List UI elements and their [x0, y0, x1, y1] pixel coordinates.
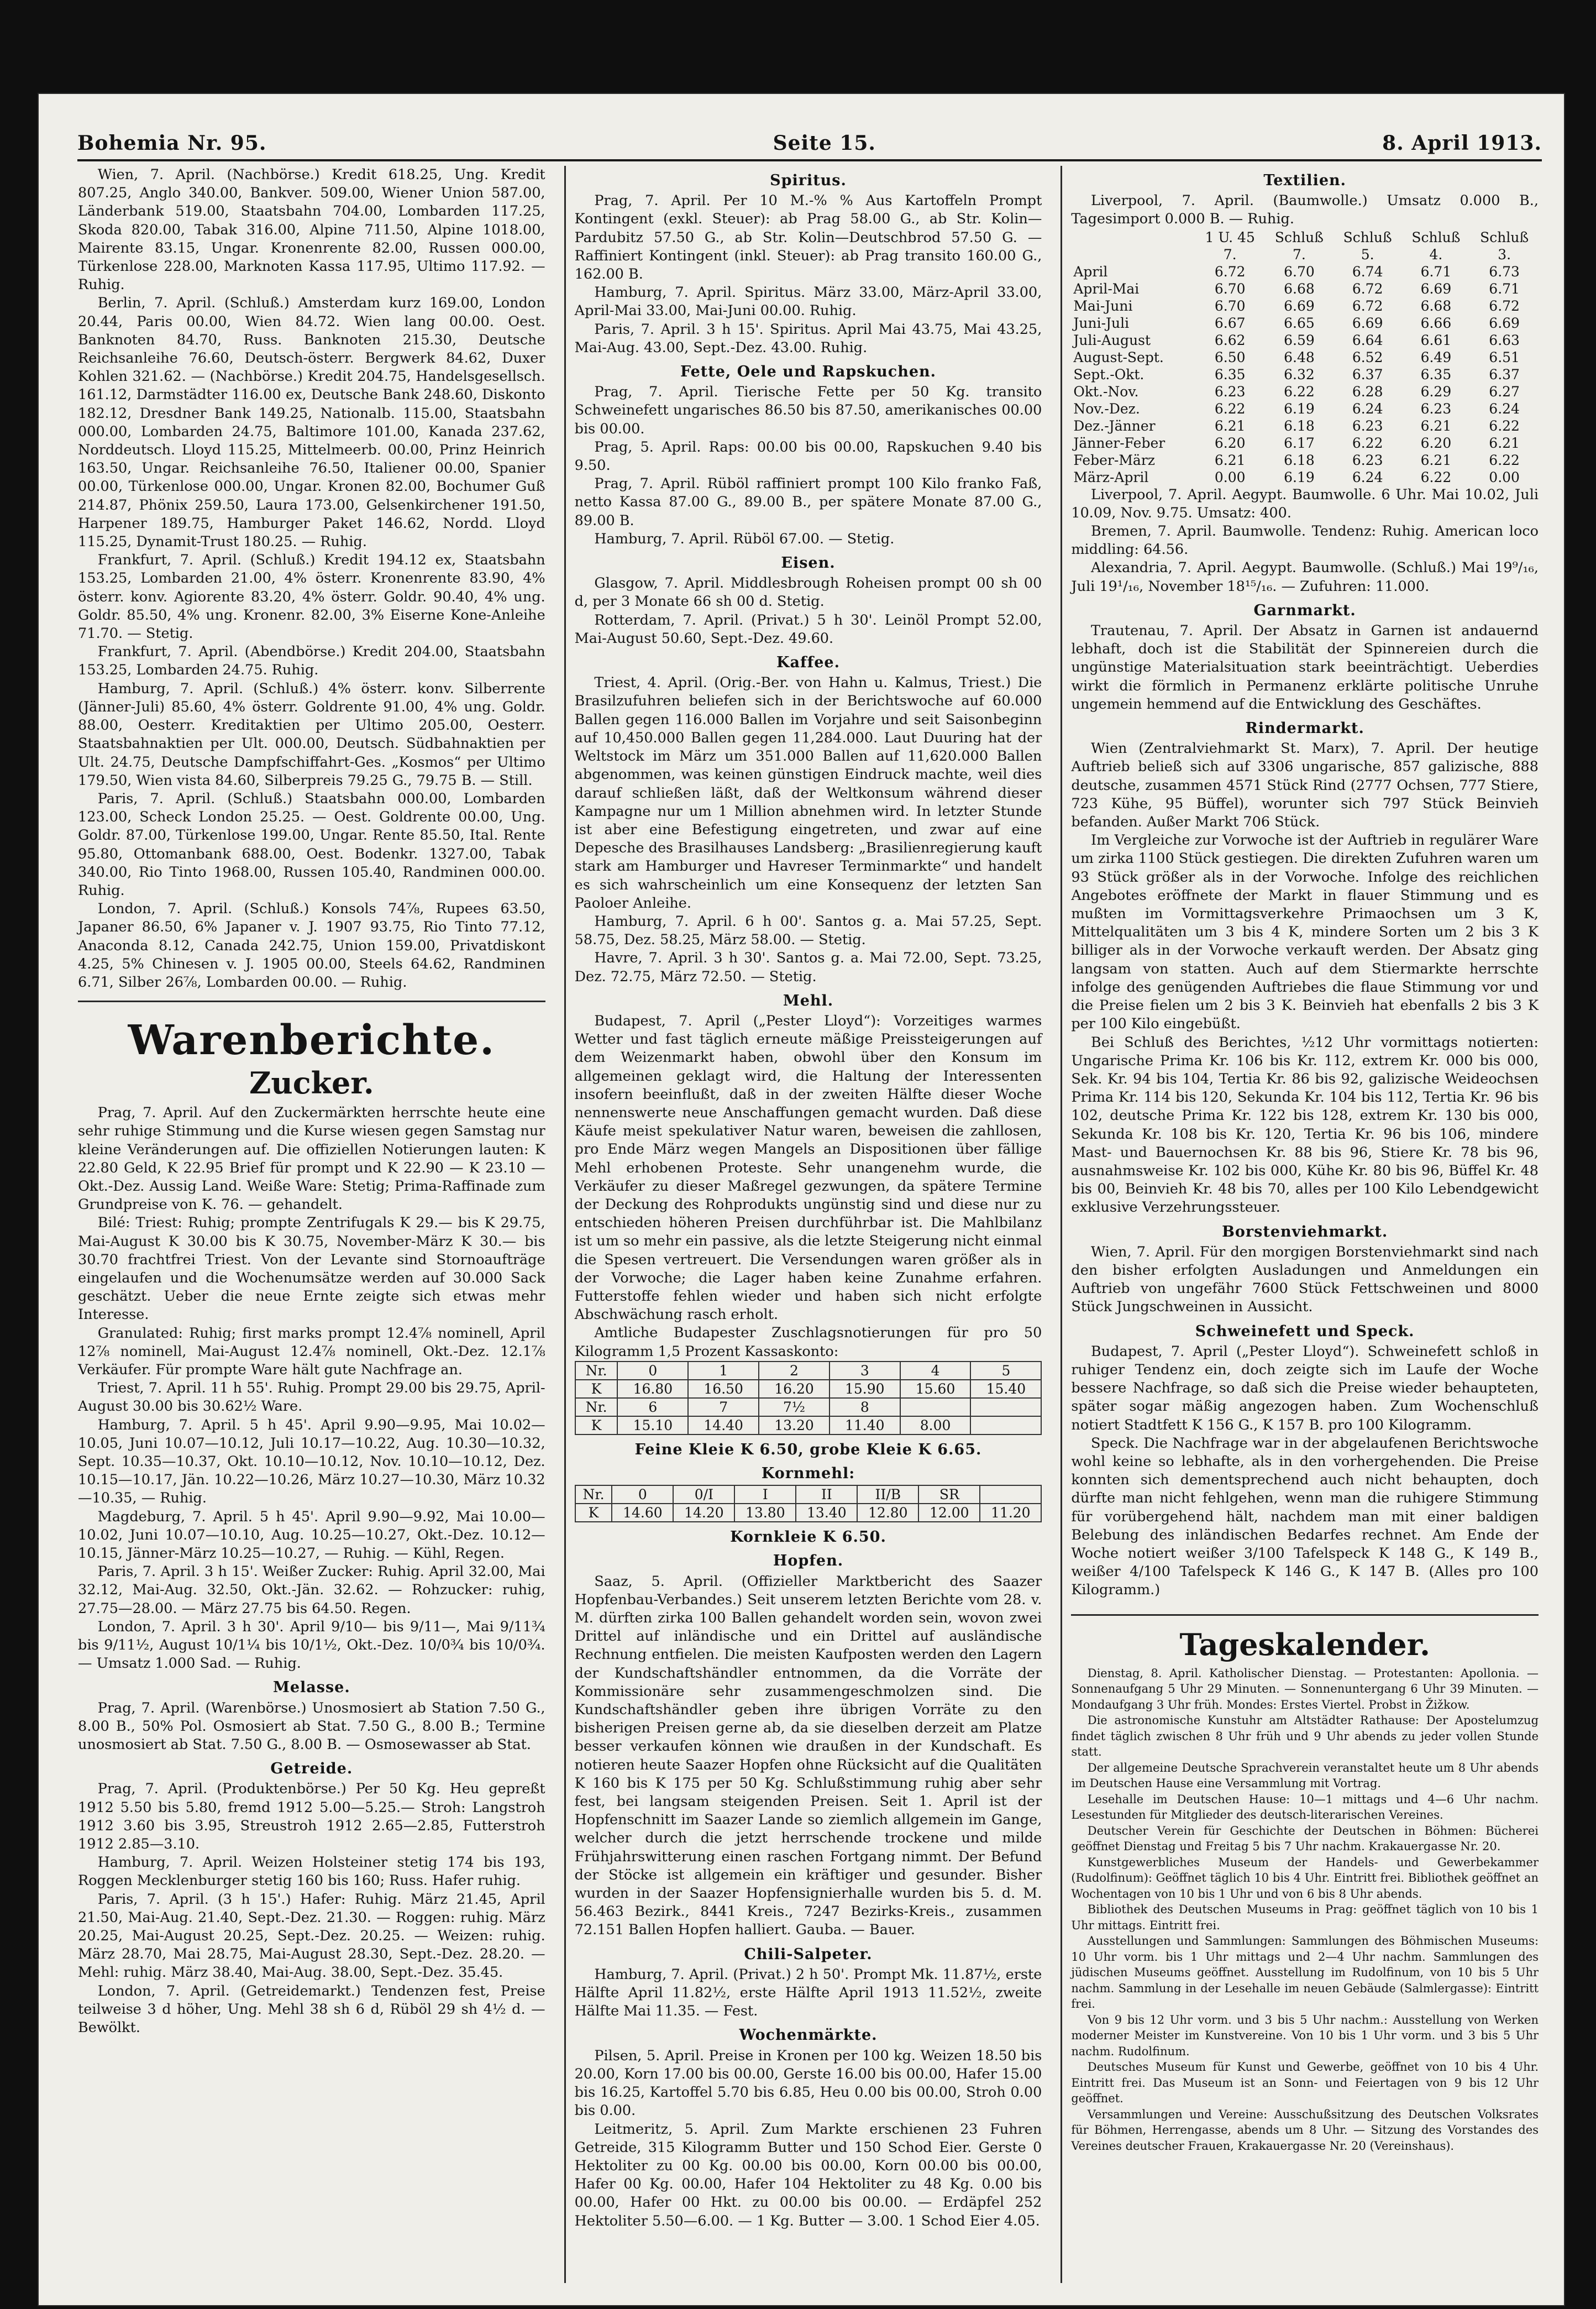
yarn-paragraph: Trautenau, 7. April. Der Absatz in Garnen ist andauernd lebhaft, doch ist die Stabilität der Spinnereien durch die ungünstige Materialsituation stark beeinträchtigt. Ueberdies wirkt die förmlich in Permanenz erklärte politische Unruhe ungemein hemmend auf die Entwicklung des Geschäftes.: [1071, 622, 1539, 713]
calendar-body: [1071, 1666, 1539, 2154]
weekly-paragraph: Leitmeritz, 5. April. Zum Markte erschienen 23 Fuhren Getreide, 315 Kilogramm Butter und 150 Schod Eier. Gerste 0 Hektoliter zu 00 Kg. 00.00 bis 00.00, Korn 00.00 bis 00.00, Hafer 00 Kg. 00.00, Hafer 104 Hektoliter zu 48 Kg. 0.00 bis 00.00, Hafer 00 Hkt. zu 00.00 bis 00.00. — Erdäpfel 252 Hektoliter 5.50—6.00. — 1 Kg. Butter — 3.00. 1 Schod Eier 4.05.: [574, 2120, 1042, 2229]
article-paragraph: Frankfurt, 7. April. (Abendbörse.) Kredit 204.00, Staatsbahn 153.25, Lombarden 24.75. Ruhig.: [78, 643, 545, 679]
table-cell: 6.37: [1489, 366, 1520, 383]
sugar-paragraph: London, 7. April. 3 h 30'. April 9/10— bis 9/11—, Mai 9/11¾ bis 9/11½, August 10/1¼ bis 10/1½, Okt.-Dez. 10/0¾ bis 10/0¾. — Umsatz 1.000 Sad. — Ruhig.: [78, 1618, 545, 1672]
coffee-paragraph: Triest, 4. April. (Orig.-Ber. von Hahn u. Kalmus, Triest.) Die Brasilzufuhren beliefen sich in der Berichtswoche auf 60.000 Ballen gegen 116.000 Ballen im Vorjahre und seit Saisonbeginn auf 10,450.000 Ballen gegen 11,284.000. Laut Duuring hat der Weltstock im März um 351.000 Ballen auf 11,620.000 Ballen abgenommen, was keinen günstigen Eindruck machte, weil dies darauf schließen läßt, daß der Weltkonsum während dieser Kampagne nur um 1 Million abnehmen wird. In letzter Stunde ist aber eine Befestigung eingetreten, und zwar auf eine Depesche des Brasilhauses Landsberg: „Brasilienregierung kauft stark am Hamburger und Havreser Terminmarkte“ und handelt es sich wahrscheinlich um eine Konsequenz der letzten San Paoloer Anleihe.: [574, 674, 1042, 912]
hops-paragraph: Saaz, 5. April. (Offizieller Marktbericht des Saazer Hopfenbau-Verbandes.) Seit unserem letzten Berichte vom 28. v. M. dürften zirka 100 Ballen gehandelt worden sein, wovon zwei Drittel auf inländische und ein Drittel auf ausländische Rechnung entfielen. Die meisten Kaufposten werden den Lagern der Kundschaftshändler entnommen, da die Vorräte der Kommissionäre sehr zusammengeschmolzen sind. Die Kundschaftshändler geben ihre übrigen Vorräte zu den bisherigen Preisen gerne ab, da sie dieselben derzeit am Platze besser verkaufen können wie draußen in der Kundschaft. Es notieren heute Saazer Hopfen ohne Rücksicht auf die Qualitäten K 160 bis K 175 per 50 Kg. Schlußstimmung ruhig aber sehr fest, bei langsam steigenden Preisen. Seit 1. April ist der Hopfenschnitt im Saazer Lande so ziemlich allgemein im Gange, welcher durch die jetzt herrschende trockene und milde Frühjahrswitterung einen raschen Fortgang nimmt. Der Befund der Stöcke ist allgemein ein kräftiger und gesunder. Bisher wurden in der Saazer Hopfensignierhalle wurden bis 5. d. M. 56.463 Bezirk., 8441 Kreis., 7247 Bezirks-Kreis., zusammen 72.151 Ballen Hopfen halliert. Gauba. — Bauer.: [574, 1573, 1042, 1939]
chile-title: Chili-Salpeter.: [744, 1945, 873, 1963]
table-cell: Nr.: [575, 1398, 618, 1416]
table-cell: Juli-August: [1073, 332, 1151, 348]
table-cell: I: [734, 1485, 796, 1504]
table-cell: 6.70: [1214, 280, 1246, 297]
table-cell: 5: [970, 1362, 1041, 1380]
table-cell: K: [575, 1504, 612, 1522]
column-2: [564, 166, 1051, 2283]
table-row: [1071, 417, 1539, 434]
bran-line: Feine Kleie K 6.50, grobe Kleie K 6.65.: [634, 1441, 982, 1458]
table-cell: 6.22: [1214, 400, 1246, 417]
table-cell: 6.29: [1420, 383, 1452, 400]
table-cell: 6.72: [1352, 297, 1383, 314]
table-cell: 6.20: [1420, 434, 1452, 451]
table-cell: Nov.-Dez.: [1073, 400, 1140, 417]
weekly-paragraph: Pilsen, 5. April. Preise in Kronen per 100 kg. Weizen 18.50 bis 20.00, Korn 17.00 bis 00.00, Gerste 16.00 bis 00.00, Hafer 15.00 bis 16.25, Kartoffel 5.70 bis 6.85, Heu 0.00 bis 00.00, Stroh 0.00 bis 0.00.: [574, 2047, 1042, 2119]
table-cell: 0: [617, 1362, 688, 1380]
table-cell: 15.40: [970, 1380, 1041, 1398]
flour-paragraph: Amtliche Budapester Zuschlagsnotierungen für pro 50 Kilogramm 1,5 Prozent Kassaskonto:: [574, 1324, 1042, 1360]
header-center: Seite 15.: [773, 132, 876, 155]
spirit-paragraph: Hamburg, 7. April. Spiritus. März 33.00, März-April 33.00, April-Mai 33.00, Mai-Juni 00.00. Ruhig.: [574, 284, 1042, 320]
table-cell: 6.65: [1284, 315, 1315, 331]
table-cell: 6.24: [1352, 400, 1383, 417]
grain-paragraph: Paris, 7. April. (3 h 15'.) Hafer: Ruhig. März 21.45, April 21.50, Mai-Aug. 21.40, Sept.-Dez. 21.30. — Roggen: ruhig. März 20.25, Mai-August 20.25, Sept.-Dez. 20.25. — Weizen: ruhig. März 28.70, Mai 28.75, Mai-August 28.30, Sept.-Dez. 28.20. — Mehl: ruhig. März 38.40, Mai-Aug. 38.00, Sept.-Dez. 35.45.: [78, 1891, 545, 1981]
table-cell: Nr.: [575, 1362, 618, 1380]
table-row: [1071, 332, 1539, 349]
table-cell: 6.21: [1214, 452, 1246, 468]
table-cell: 6.72: [1214, 263, 1246, 280]
table-cell: 6.70: [1284, 263, 1315, 280]
sugar-paragraph: Magdeburg, 7. April. 5 h 45'. April 9.90—9.92, Mai 10.00—10.02, Juni 10.07—10.10, Aug. 10.25—10.27, Okt.-Dez. 10.12—10.15, Jänner-März 10.25—10.27, — Ruhig. — Kühl, Regen.: [78, 1508, 545, 1562]
table-cell: 16.50: [688, 1380, 759, 1398]
hops-title: Hopfen.: [773, 1552, 844, 1570]
table-cell: 4: [900, 1362, 971, 1380]
table-cell: 12.80: [857, 1504, 918, 1522]
table-cell: 15.60: [900, 1380, 971, 1398]
section-divider: [78, 1001, 545, 1002]
fats-title: Fette, Oele und Rapskuchen.: [680, 363, 937, 381]
table-cell: II: [796, 1485, 857, 1504]
table-cell: 6.71: [1489, 280, 1520, 297]
table-cell: K: [575, 1380, 618, 1398]
table-header: [1071, 229, 1195, 246]
column-3: [1060, 166, 1547, 2283]
table-cell: II/B: [857, 1485, 918, 1504]
table-cell: 2: [759, 1362, 830, 1380]
table-cell: 6.28: [1352, 383, 1383, 400]
cotton-table-body: [1071, 263, 1539, 486]
table-cell: 6.63: [1489, 332, 1520, 348]
table-cell: 6.52: [1352, 349, 1383, 365]
calendar-paragraph: Lesehalle im Deutschen Hause: 10—1 mittags und 4—6 Uhr nachm. Lesestunden für Mitglieder des deutsch-literarischen Vereines.: [1071, 1792, 1539, 1822]
molasses-title: Melasse.: [272, 1679, 350, 1697]
sugar-paragraph: Granulated: Ruhig; first marks prompt 12.4⅞ nominell, April 12⅞ nominell, Mai-August 12.4⅞ nominell, Okt.-Dez. 12.1⅞ Verkäufer. Für prompte Ware hält gute Nachfrage an.: [78, 1324, 545, 1378]
table-cell: 6.18: [1284, 417, 1315, 434]
table-cell: [900, 1398, 971, 1416]
weekly-title: Wochenmärkte.: [739, 2027, 878, 2044]
pigs-paragraph: Wien, 7. April. Für den morgigen Borstenviehmarkt sind nach den bisher erfolgten Ausladungen und Anmeldungen ein Auftrieb von ungefähr 7600 Stück Fettschweinen und 8000 Stück Jungschweinen in Aussicht.: [1071, 1243, 1539, 1316]
calendar-paragraph: Versammlungen und Vereine: Ausschußsitzung des Deutschen Volksrates für Böhmen, Herrengasse, abends um 8 Uhr. — Sitzung des Vorstandes des Vereines deutscher Frauen, Krakauergasse Nr. 20 (Vereinshaus).: [1071, 2107, 1539, 2153]
table-row: [1071, 263, 1539, 280]
table-cell: 6.23: [1214, 383, 1246, 400]
table-cell: Feber-März: [1073, 452, 1155, 468]
table-cell: 6.32: [1284, 366, 1315, 383]
table-row: [1071, 280, 1539, 297]
table-cell: 1: [688, 1362, 759, 1380]
table-cell: 6.48: [1284, 349, 1315, 365]
fats-paragraph: Prag, 5. April. Raps: 00.00 bis 00.00, Rapskuchen 9.40 bis 9.50.: [574, 438, 1042, 474]
article-paragraph: Hamburg, 7. April. (Schluß.) 4% österr. konv. Silberrente (Jänner-Juli) 85.60, 4% österr. Goldrente 91.00, 4% ung. Goldr. 88.00, Oesterr. Kreditaktien per Ultimo 205.00, Oesterr. Staatsbahnaktien per Ult. 000.00, Deutsch. Südbahnaktien per Ult. 24.75, Deutsche Dampfschiffahrt-Ges. „Kosmos“ per Ultimo 179.50, Wien vista 84.60, Silberpreis 79.25 G., 79.75 B. — Still.: [78, 680, 545, 789]
calendar-paragraph: Deutsches Museum für Kunst und Gewerbe, geöffnet von 10 bis 4 Uhr. Eintritt frei. Das Museum ist an Sonn- und Feiertagen von 9 bis 12 Uhr geöffnet.: [1071, 2060, 1539, 2106]
table-cell: 6.20: [1214, 434, 1246, 451]
table-cell: 12.00: [918, 1504, 980, 1522]
table-cell: 6.72: [1489, 297, 1520, 314]
table-row: [1071, 297, 1539, 315]
table-header: 4.: [1429, 246, 1443, 263]
table-cell: 6.23: [1352, 417, 1383, 434]
table-row: [575, 1380, 1042, 1398]
table-cell: 6.68: [1420, 297, 1452, 314]
flour-title: Mehl.: [783, 992, 834, 1009]
table-cell: 6.69: [1352, 315, 1383, 331]
table-cell: 7½: [759, 1398, 830, 1416]
table-cell: Sept.-Okt.: [1073, 366, 1144, 383]
table-header: [1071, 246, 1195, 263]
table-row: [575, 1398, 1042, 1416]
table-cell: 14.40: [688, 1416, 759, 1434]
table-cell: 6.27: [1489, 383, 1520, 400]
table-cell: 6.21: [1420, 417, 1452, 434]
table-cell: 13.80: [734, 1504, 796, 1522]
table-cell: 0/I: [673, 1485, 734, 1504]
article-paragraph: Frankfurt, 7. April. (Schluß.) Kredit 194.12 ex, Staatsbahn 153.25, Lombarden 21.00, 4% österr. Kronenrente 83.90, 4% österr. konv. Agiorente 83.20, 4% österr. Goldr. 90.40, 4% ung. Goldr. 85.50, 4% ung. Kronenr. 82.00, 3% Eiserne Kone-Anleihe 71.70. — Stetig.: [78, 552, 545, 642]
flour-price-table: [575, 1361, 1042, 1435]
table-cell: 6.74: [1352, 263, 1383, 280]
table-cell: 14.20: [673, 1504, 734, 1522]
columns: [69, 166, 1547, 2283]
table-cell: 6.17: [1284, 434, 1315, 451]
newspaper-page: [39, 94, 1564, 2305]
fats-paragraph: Prag, 7. April. Rüböl raffiniert prompt 100 Kilo franko Faß, netto Kassa 87.00 G., 89.00 B., per spätere Monate 87.00 G., 89.00 B.: [574, 475, 1042, 529]
table-cell: 6.49: [1420, 349, 1452, 365]
table-cell: 6.66: [1420, 315, 1452, 331]
table-header-row: [1071, 229, 1539, 246]
table-cell: 0.00: [1214, 469, 1246, 485]
table-cell: 6.50: [1214, 349, 1246, 365]
table-cell: 6.61: [1420, 332, 1452, 348]
calendar-paragraph: Bibliothek des Deutschen Museums in Prag: geöffnet täglich von 10 bis 1 Uhr mittags. Eintritt frei.: [1071, 1903, 1539, 1932]
table-cell: 6.73: [1489, 263, 1520, 280]
sugar-paragraph: Hamburg, 7. April. 5 h 45'. April 9.90—9.95, Mai 10.02—10.05, Juni 10.07—10.12, Juli 10.17—10.22, Aug. 10.30—10.32, Sept. 10.35—10.37, Okt. 10.10—10.12, Nov. 10.10—10.12, Dez. 10.15—10.17, Jän. 10.22—10.26, März 10.27—10.30, März 10.32—10.35, — Ruhig.: [78, 1416, 545, 1507]
table-cell: 0.00: [1489, 469, 1520, 485]
table-cell: 13.20: [759, 1416, 830, 1434]
coffee-paragraph: Havre, 7. April. 3 h 30'. Santos g. a. Mai 72.00, Sept. 73.25, Dez. 72.75, März 72.50. — Stetig.: [574, 950, 1042, 985]
table-cell: K: [575, 1416, 618, 1434]
sugar-title: Zucker.: [249, 1065, 374, 1101]
column-1: [69, 166, 554, 2283]
table-cell: März-April: [1073, 469, 1149, 485]
sugar-paragraph: Bilé: Triest: Ruhig; prompte Zentrifugals K 29.— bis K 29.75, Mai-August K 30.00 bis K 30.75, November-März K 30.— bis 30.70 frachtfrei Triest. Von der Levante sind Stornoaufträge eingelaufen und die Wochenumsätze werden auf 30.000 Sack geschätzt. Ueber die neue Ernte zeigte sich etwas mehr Interesse.: [78, 1214, 545, 1323]
molasses-paragraph: Prag, 7. April. (Warenbörse.) Unosmosiert ab Station 7.50 G., 8.00 B., 50% Pol. Osmosiert ab Stat. 7.50 G., 8.00 B.; Termine unosmosiert ab Stat. 7.50 G., 8.00 B. — Osmosewasser ab Stat.: [78, 1699, 545, 1753]
chile-paragraph: Hamburg, 7. April. (Privat.) 2 h 50'. Prompt Mk. 11.87½, erste Hälfte April 11.82½, erste Hälfte April 1913 11.52½, zweite Hälfte Mai 11.35. — Fest.: [574, 1966, 1042, 2020]
table-cell: April-Mai: [1073, 280, 1140, 297]
table-cell: 6.22: [1489, 417, 1520, 434]
grain-paragraph: Hamburg, 7. April. Weizen Holsteiner stetig 174 bis 193, Roggen Mecklenburger stetig 160 bis 160; Russ. Hafer ruhig.: [78, 1854, 545, 1889]
table-row: [1071, 400, 1539, 417]
table-row: [1071, 349, 1539, 366]
yarn-title: Garnmarkt.: [1253, 601, 1356, 619]
table-cell: 6.69: [1284, 297, 1315, 314]
table-cell: 6.21: [1489, 434, 1520, 451]
article-paragraph: Paris, 7. April. (Schluß.) Staatsbahn 000.00, Lombarden 123.00, Scheck London 25.25. — Oest. Goldrente 00.00, Ung. Goldr. 87.00, Türkenlose 199.00, Ungar. Rente 85.50, Ital. Rente 95.80, Ottomanbank 688.00, Oest. Bodenkr. 1327.00, Tabak 340.00, Rio Tinto 1968.00, Russen 105.40, Randminen 000.00. Ruhig.: [78, 790, 545, 899]
table-cell: 6.22: [1420, 469, 1452, 485]
calendar-paragraph: Deutscher Verein für Geschichte der Deutschen in Böhmen: Bücherei geöffnet Dienstag und Freitag 5 bis 7 Uhr nachm. Krakauergasse Nr. 20.: [1071, 1824, 1539, 1854]
table-cell: 16.20: [759, 1380, 830, 1398]
cotton-intro: Liverpool, 7. April. (Baumwolle.) Umsatz 0.000 B., Tagesimport 0.000 B. — Ruhig.: [1071, 192, 1539, 228]
table-cell: 16.80: [617, 1380, 688, 1398]
table-header: Schluß: [1343, 229, 1392, 245]
table-cell: 6.21: [1214, 417, 1246, 434]
sugar-paragraph: Triest, 7. April. 11 h 55'. Ruhig. Prompt 29.00 bis 29.75, April-August 30.00 bis 30.62½ Ware.: [78, 1380, 545, 1415]
table-cell: 6.22: [1284, 383, 1315, 400]
table-row: [1071, 452, 1539, 469]
cotton-table: [1071, 229, 1539, 486]
cattle-paragraph: Im Vergleiche zur Vorwoche ist der Auftrieb in regulärer Ware um zirka 1100 Stück gestiegen. Die direkten Zufuhren waren um 93 Stück größer als in der Vorwoche. Infolge des reichlichen Angebotes eröffnete der Markt in flauer Stimmung und es mußten im Vormittagsverkehre Primaochsen um 3 K, Mittelqualitäten um 3 bis 4 K, mindere Sorten um 2 bis 3 K billiger als in der Vorwoche verkauft werden. Der Absatz ging langsam von statten. Auch auf dem Stiermarkte herrschte infolge des genügenden Auftriebes die flaue Stimmung vor und die Preise fielen um 2 bis 3 K. Beinvieh hat ebenfalls 2 bis 3 K per 100 Kilo eingebüßt.: [1071, 832, 1539, 1033]
table-cell: August-Sept.: [1073, 349, 1164, 365]
table-row: [1071, 315, 1539, 332]
iron-paragraph: Rotterdam, 7. April. (Privat.) 5 h 30'. Leinöl Prompt 52.00, Mai-August 50.60, Sept.-Dez. 49.60.: [574, 611, 1042, 647]
table-cell: 6.23: [1352, 452, 1383, 468]
table-cell: [970, 1398, 1041, 1416]
header-left: Bohemia Nr. 95.: [77, 132, 267, 155]
table-cell: 11.20: [980, 1504, 1041, 1522]
corn-flour-title: Kornmehl:: [761, 1465, 855, 1482]
table-cell: 6.72: [1352, 280, 1383, 297]
cotton-paragraph: Bremen, 7. April. Baumwolle. Tendenz: Ruhig. American loco middling: 64.56.: [1071, 523, 1539, 558]
table-row: [1071, 434, 1539, 452]
header-right: 8. April 1913.: [1382, 132, 1542, 155]
fats-paragraph: Prag, 7. April. Tierische Fette per 50 Kg. transito Schweinefett ungarisches 86.50 bis 87.50, amerikanisches 00.00 bis 00.00.: [574, 384, 1042, 437]
table-cell: SR: [918, 1485, 980, 1504]
table-cell: Okt.-Nov.: [1073, 383, 1139, 400]
flour-paragraph: Budapest, 7. April („Pester Lloyd“): Vorzeitiges warmes Wetter und fast täglich erneute mäßige Preissteigerungen auf dem Weizenmarkt haben, obwohl über den Konsum im allgemeinen geklagt wird, die Haltung der Interessenten insofern beeinflußt, daß in der zweiten Hälfte dieser Woche nennenswerte neue Anschaffungen gemacht wurden. Daß diese Käufe meist spekulativer Natur waren, beweisen die zahllosen, pro Ende März wegen Mangels an Dispositionen über fällige Mehl erhobenen Proteste. Sehr unangenehm wurde, die Verkäufer zu dieser Maßregel gezwungen, da spätere Termine der Deckung des Rohprodukts ungünstig sind und diese nur zu entschieden höheren Preisen durchführbar ist. Die Mahlbilanz ist um so mehr ein passive, als die letzte Steigerung nicht einmal die Spesen vertreuert. Die Versendungen waren größer als in der Vorwoche; die Lager haben keine Zunahme erfahren. Futterstoffe fehlen wieder und haben sich nicht erfolgte Abschwächung rasch erholt.: [574, 1012, 1042, 1323]
warenberichte-title: Warenberichte.: [128, 1017, 495, 1065]
table-cell: 6.35: [1420, 366, 1452, 383]
page-header: [77, 116, 1542, 161]
table-cell: Nr.: [575, 1485, 612, 1504]
table-cell: 6.70: [1214, 297, 1246, 314]
table-cell: 6.21: [1420, 452, 1452, 468]
table-cell: 15.90: [830, 1380, 900, 1398]
calendar-paragraph: Ausstellungen und Sammlungen: Sammlungen des Böhmischen Museums: 10 Uhr vorm. bis 1 Uhr mittags und 2—4 Uhr nachm. Sammlungen des jüdischen Museums geöffnet. Ausstellung im Rudolfinum, von 10 bis 5 Uhr nachm. Sammlung in der Lesehalle im neuen Gebäude (Salmlergasse): Eintritt frei.: [1071, 1934, 1539, 2011]
table-cell: 3: [830, 1362, 900, 1380]
table-header: Schluß: [1274, 229, 1324, 245]
cattle-title: Rindermarkt.: [1245, 720, 1364, 737]
table-cell: 6.71: [1420, 263, 1452, 280]
cotton-paragraph: Liverpool, 7. April. Aegypt. Baumwolle. 6 Uhr. Mai 10.02, Juli 10.09, Nov. 9.75. Umsatz: 400.: [1071, 486, 1539, 521]
table-cell: [970, 1416, 1041, 1434]
table-row: [1071, 383, 1539, 400]
lard-paragraph: Budapest, 7. April („Pester Lloyd“). Schweinefett schloß in ruhiger Tendenz ein, doch zeigte sich im Laufe der Woche bessere Nachfrage, so daß sich die Preise wieder behaupteten, später sogar mäßig angezogen haben. Zum Wochenschluß notiert Stadtfett K 156 G., K 157 B. pro 100 Kilogramm.: [1071, 1343, 1539, 1433]
textiles-title: Textilien.: [1263, 172, 1347, 189]
table-cell: 6.67: [1214, 315, 1246, 331]
cattle-paragraph: Bei Schluß des Berichtes, ½12 Uhr vormittags notierten: Ungarische Prima Kr. 106 bis Kr. 112, extrem Kr. 000 bis 000, Sek. Kr. 94 bis 104, Tertia Kr. 86 bis 92, galizische Weideochsen Prima Kr. 114 bis 120, Sekunda Kr. 104 bis 112, Tertia Kr. 96 bis 102, deutsche Prima Kr. 122 bis 128, extrem Kr. 130 bis 000, Sekunda Kr. 108 bis Kr. 120, Tertia Kr. 96 bis 106, mindere Mast- und Bauernochsen Kr. 88 bis 96, Stiere Kr. 78 bis 96, ausnahmsweise Kr. 102 bis 000, Kühe Kr. 80 bis 96, Büffel Kr. 48 bis 00, Beinvieh Kr. 48 bis 70, alles per 100 Kilo Lebendgewicht exklusive Verzehrungssteuer.: [1071, 1034, 1539, 1216]
calendar-title: Tageskalender.: [1179, 1626, 1430, 1662]
calendar-paragraph: Die astronomische Kunstuhr am Altstädter Rathause: Der Apostelumzug findet täglich zwischen 8 Uhr früh und 9 Uhr abends zu jeder vollen Stunde statt.: [1071, 1714, 1539, 1759]
coffee-paragraph: Hamburg, 7. April. 6 h 00'. Santos g. a. Mai 57.25, Sept. 58.75, Dez. 58.25, März 58.00. — Stetig.: [574, 913, 1042, 949]
lard-paragraph: Speck. Die Nachfrage war in der abgelaufenen Berichtswoche wohl keine so lebhafte, als in den vorhergehenden. Die Preise konnten sich dementsprechend auch nicht behaupten, doch dürfte man nicht fehlgehen, wenn man die ruhigere Stimmung für vorübergehend hält, nachdem man mit einer baldigen Belebung des inländischen Bedarfes rechnet. Am Ende der Woche notiert weißer 3/100 Tafelspeck K 148 G., K 149 B., weißer 4/100 Tafelspeck K 146 G., K 147 B. (Alles pro 100 Kilogramm.): [1071, 1434, 1539, 1599]
article-paragraph: Berlin, 7. April. (Schluß.) Amsterdam kurz 169.00, London 20.44, Paris 00.00, Wien 84.72. Wien lang 00.00. Oest. Banknoten 84.70, Russ. Banknoten 215.30, Deutsche Reichsanleihe 76.60, Deutsch-österr. Bergwerk 84.62, Duxer Kohlen 321.62. — (Nachbörse.) Kredit 204.75, Handelsgesellsch. 161.12, Darmstädter 116.00 ex, Deutsche Bank 248.60, Diskonto 182.12, Dresdner Bank 149.25, Nationalb. 115.00, Staatsbahn 000.00, Lombarden 24.75, Baltimore 101.00, Kanada 237.62, Norddeutsch. Lloyd 115.25, Mittelmeerb. 00.00, Prinz Heinrich 163.50, Ungar. Reichsanleihe 76.50, Italiener 00.00, Spanier 00.00, Türkenlose 000.00, Ungar. Kronen 82.00, Bochumer Guß 214.87, Phönix 259.50, Laura 173.00, Gelsenkirchener 191.50, Harpener 189.75, Hamburger Paket 146.62, Nordd. Lloyd 115.25, Dynamit-Trust 180.25. — Ruhig.: [78, 295, 545, 551]
spirit-paragraph: Prag, 7. April. Per 10 M.-% % Aus Kartoffeln Prompt Kontingent (exkl. Steuer): ab Prag 58.00 G., ab Str. Kolin—Pardubitz 57.50 G., ab Str. Kolin—Deutschbrod 57.50 G. — Raffiniert Kontingent (inkl. Steuer): ab Prag transito 160.00 G., 162.00 B.: [574, 192, 1042, 283]
table-header: 7.: [1293, 246, 1306, 263]
table-cell: 11.40: [830, 1416, 900, 1434]
pigs-title: Borstenviehmarkt.: [1222, 1223, 1388, 1240]
table-cell: 6.69: [1420, 280, 1452, 297]
table-cell: 6: [617, 1398, 688, 1416]
table-cell: 6.59: [1284, 332, 1315, 348]
table-row: [575, 1504, 1042, 1522]
spirit-paragraph: Paris, 7. April. 3 h 15'. Spiritus. April Mai 43.75, Mai 43.25, Mai-Aug. 43.00, Sept.-Dez. 43.00. Ruhig.: [574, 321, 1042, 356]
table-cell: 14.60: [612, 1504, 673, 1522]
section-divider: [1071, 1614, 1539, 1616]
table-cell: Mai-Juni: [1073, 297, 1133, 314]
table-cell: 6.62: [1214, 332, 1246, 348]
coffee-title: Kaffee.: [776, 654, 840, 672]
table-header: Schluß: [1411, 229, 1461, 245]
table-row: [575, 1362, 1042, 1380]
table-header: 7.: [1223, 246, 1237, 263]
sugar-paragraph: Prag, 7. April. Auf den Zuckermärkten herrschte heute eine sehr ruhige Stimmung und die Kurse wiesen gegen Samstag nur kleine Veränderungen auf. Die offiziellen Notierungen lauten: K 22.80 Geld, K 22.95 Brief für prompt und K 22.90 — K 23.10 — Okt.-Dez. Aussig Land. Weiße Ware: Stetig; Prima-Raffinade zum Grundpreise von K. 76. — gehandelt.: [78, 1104, 545, 1213]
table-cell: 6.68: [1284, 280, 1315, 297]
table-cell: 7: [688, 1398, 759, 1416]
table-cell: 15.10: [617, 1416, 688, 1434]
cattle-paragraph: Wien (Zentralviehmarkt St. Marx), 7. April. Der heutige Auftrieb beließ sich auf 3306 ungarische, 857 galizische, 888 deutsche, zusammen 4571 Stück Rind (2777 Ochsen, 777 Stiere, 723 Kühe, 95 Büffel), worunter sich 797 Stück Beinvieh befanden. Außer Markt 706 Stück.: [1071, 740, 1539, 831]
table-cell: Dez.-Jänner: [1073, 417, 1156, 434]
grain-paragraph: Prag, 7. April. (Produktenbörse.) Per 50 Kg. Heu gepreßt 1912 5.50 bis 5.80, fremd 1912 5.00—5.25.— Stroh: Langstroh 1912 3.60 bis 3.95, Streustroh 1912 2.65—2.85, Futterstroh 1912 2.85—3.10.: [78, 1781, 545, 1853]
table-cell: [980, 1485, 1041, 1504]
table-row: [1071, 366, 1539, 383]
spirit-title: Spiritus.: [770, 172, 847, 189]
article-paragraph: Wien, 7. April. (Nachbörse.) Kredit 618.25, Ung. Kredit 807.25, Anglo 340.00, Bankver. 509.00, Wiener Union 587.00, Länderbank 519.00, Staatsbahn 704.00, Lombarden 117.25, Skoda 820.00, Tabak 316.00, Alpine 711.50, Alpine 1018.00, Mairente 83.15, Ungar. Kronenrente 82.00, Russen 000.00, Türkenlose 228.00, Marknoten Kassa 117.95, Ultimo 117.92. — Ruhig.: [78, 166, 545, 294]
sugar-paragraph: Paris, 7. April. 3 h 15'. Weißer Zucker: Ruhig. April 32.00, Mai 32.12, Mai-Aug. 32.50, Okt.-Jän. 32.62. — Rohzucker: ruhig, 27.75—28.00. — März 27.75 bis 64.50. Regen.: [78, 1563, 545, 1617]
table-cell: 6.69: [1489, 315, 1520, 331]
table-cell: 6.19: [1284, 469, 1315, 485]
table-cell: Juni-Juli: [1073, 315, 1130, 331]
calendar-paragraph: Der allgemeine Deutsche Sprachverein veranstaltet heute um 8 Uhr abends im Deutschen Hause eine Versammlung mit Vortrag.: [1071, 1761, 1539, 1790]
table-header: 5.: [1361, 246, 1374, 263]
table-cell: 6.51: [1489, 349, 1520, 365]
table-header: 1 U. 45: [1205, 229, 1255, 245]
table-cell: 6.24: [1352, 469, 1383, 485]
article-paragraph: London, 7. April. (Schluß.) Konsols 74⅞, Rupees 63.50, Japaner 86.50, 6% Japaner v. J. 1907 93.75, Rio Tinto 77.12, Anaconda 8.12, Canada 242.75, Union 159.00, Privatdiskont 4.25, 5% Chinesen v. J. 1905 00.00, Steels 64.62, Randminen 6.71, Silber 26⅞, Lombarden 00.00. — Ruhig.: [78, 900, 545, 991]
table-header: Schluß: [1480, 229, 1529, 245]
grain-title: Getreide.: [270, 1760, 353, 1778]
lard-title: Schweinefett und Speck.: [1195, 1322, 1415, 1340]
table-cell: 0: [612, 1485, 673, 1504]
table-cell: 6.64: [1352, 332, 1383, 348]
cotton-paragraph: Alexandria, 7. April. Aegypt. Baumwolle. (Schluß.) Mai 19⁹/₁₆, Juli 19¹/₁₆, November 18¹⁵/₁₆. — Zufuhren: 11.000.: [1071, 559, 1539, 595]
iron-title: Eisen.: [781, 554, 836, 572]
table-cell: April: [1073, 263, 1108, 280]
corn-bran-line: Kornkleie K 6.50.: [730, 1528, 886, 1546]
grain-paragraph: London, 7. April. (Getreidemarkt.) Tendenzen fest, Preise teilweise 3 d höher, Ung. Mehl 38 sh 6 d, Rüböl 29 sh 4½ d. — Bewölkt.: [78, 1982, 545, 2036]
table-cell: Jänner-Feber: [1073, 434, 1166, 451]
table-row: [1071, 469, 1539, 486]
calendar-paragraph: Von 9 bis 12 Uhr vorm. und 3 bis 5 Uhr nachm.: Ausstellung von Werken moderner Meister im Kunstvereine. Von 10 bis 1 Uhr vorm. und 3 bis 5 Uhr nachm. Rudolfinum.: [1071, 2013, 1539, 2058]
table-header-row: [1071, 246, 1539, 263]
iron-paragraph: Glasgow, 7. April. Middlesbrough Roheisen prompt 00 sh 00 d, per 3 Monate 66 sh 00 d. Stetig.: [574, 575, 1042, 610]
table-cell: 8: [830, 1398, 900, 1416]
table-header: 3.: [1498, 246, 1511, 263]
table-cell: 13.40: [796, 1504, 857, 1522]
table-cell: 6.22: [1352, 434, 1383, 451]
table-cell: 6.24: [1489, 400, 1520, 417]
table-cell: 6.35: [1214, 366, 1246, 383]
fats-paragraph: Hamburg, 7. April. Rüböl 67.00. — Stetig.: [594, 530, 895, 547]
table-cell: 6.19: [1284, 400, 1315, 417]
table-row: [575, 1416, 1042, 1434]
table-cell: 8.00: [900, 1416, 971, 1434]
calendar-paragraph: Dienstag, 8. April. Katholischer Dienstag. — Protestanten: Apollonia. — Sonnenaufgang 5 Uhr 29 Minuten. — Sonnenuntergang 6 Uhr 39 Minuten. — Mondaufgang 3 Uhr früh. Mondes: Erstes Viertel. Probst in Žižkow.: [1071, 1666, 1539, 1711]
table-cell: 6.18: [1284, 452, 1315, 468]
calendar-paragraph: Kunstgewerbliches Museum der Handels- und Gewerbekammer (Rudolfinum): Geöffnet täglich 10 bis 4 Uhr. Eintritt frei. Bibliothek geöffnet an Wochentagen von 10 bis 1 Uhr und von 6 bis 8 Uhr abends.: [1071, 1855, 1539, 1900]
table-cell: 6.23: [1420, 400, 1452, 417]
table-cell: 6.22: [1489, 452, 1520, 468]
corn-flour-table: [575, 1485, 1042, 1522]
table-row: [575, 1485, 1042, 1504]
table-cell: 6.37: [1352, 366, 1383, 383]
